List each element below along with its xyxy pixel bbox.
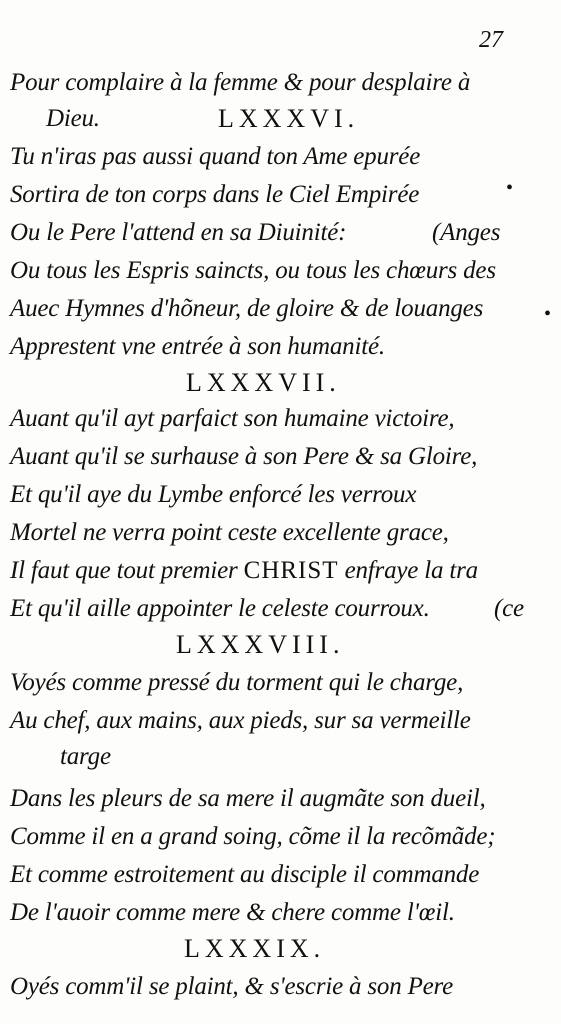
stanza-heading: LXXXVI. <box>218 104 360 133</box>
verse-line: Et comme estroitement au disciple il commande <box>10 861 480 888</box>
verse-line: Au chef, aux mains, aux pieds, sur sa vermeille <box>10 707 471 734</box>
stanza-heading: LXXXIX. <box>184 934 326 963</box>
verse-line: Ou tous les Espris saincts, ou tous les chœurs des <box>10 257 496 284</box>
verse-line: Et qu'il aye du Lymbe enforcé les verroux <box>10 481 417 508</box>
verse-line: Et qu'il aille appointer le celeste courroux. <box>10 595 430 622</box>
verse-line: Auec Hymnes d'hõneur, de gloire & de louanges <box>10 295 484 322</box>
verse-text: enfraye la tra <box>344 557 478 584</box>
verse-line: Pour complaire à la femme & pour desplaire à <box>10 69 471 96</box>
verse-line: Dans les pleurs de sa mere il augmãte son dueil, <box>10 785 486 812</box>
verse-line: De l'auoir comme mere & chere comme l'œil. <box>10 899 455 926</box>
page-number: 27 <box>479 27 503 53</box>
verse-line-overflow: (ce <box>494 595 524 622</box>
verse-line: Sortira de ton corps dans le Ciel Empirée <box>10 181 420 208</box>
ink-speck: • <box>544 303 552 325</box>
verse-line: Voyés comme pressé du torment qui le charge, <box>10 669 464 696</box>
verse-line: Comme il en a grand soing, cõme il la recõmãde; <box>10 823 496 850</box>
verse-text: Il faut que tout premier <box>10 557 238 584</box>
verse-line-overflow: (Anges <box>432 219 501 246</box>
christ-name: CHRIST <box>243 557 339 584</box>
stanza-heading: LXXXVII. <box>186 368 341 397</box>
ink-speck: • <box>506 177 514 199</box>
verse-line: Auant qu'il ayt parfaict son humaine victoire, <box>10 405 455 432</box>
verse-line <box>10 558 478 583</box>
verse-line: Dieu. <box>46 105 100 132</box>
verse-line: Tu n'iras pas aussi quand ton Ame epurée <box>10 143 421 170</box>
stanza-heading: LXXXVIII. <box>176 630 345 659</box>
verse-line-turnover: targe <box>60 743 111 770</box>
verse-line: Auant qu'il se surhause à son Pere & sa Gloire, <box>10 443 478 470</box>
verse-line: Mortel ne verra point ceste excellente grace, <box>10 519 449 546</box>
verse-line: Oyés comm'il se plaint, & s'escrie à son Pere <box>10 973 454 1000</box>
verse-line: Ou le Pere l'attend en sa Diuinité: <box>10 219 347 246</box>
verse-line: Apprestent vne entrée à son humanité. <box>10 333 385 360</box>
